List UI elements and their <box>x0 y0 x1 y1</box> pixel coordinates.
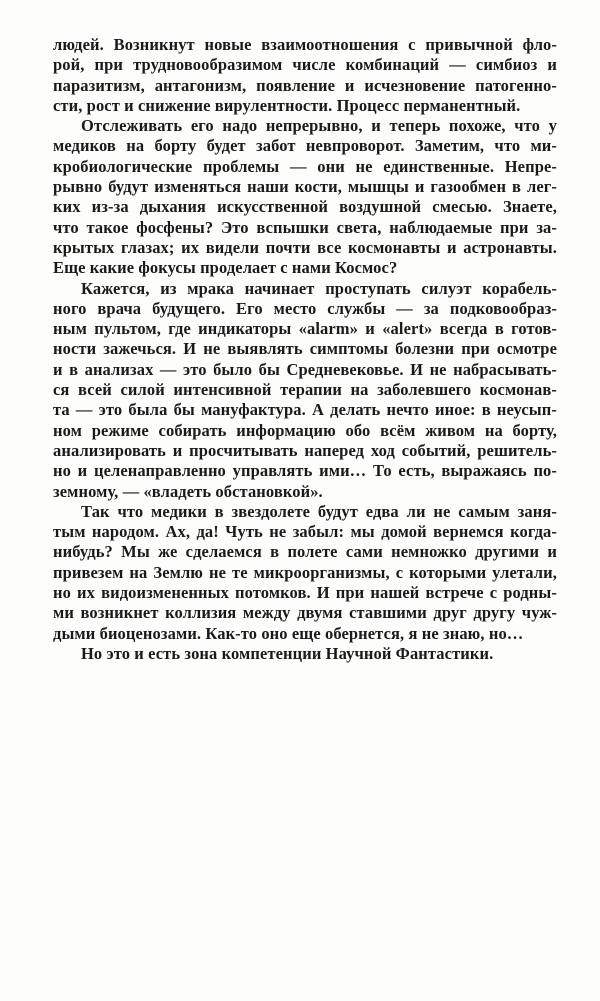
text-line: ного врача будущего. Его место службы — за подковообраз- <box>53 298 557 318</box>
text-line: Кажется, из мрака начинает проступать силуэт корабель- <box>81 278 557 298</box>
text-line: тым народом. Ах, да! Чуть не забыл: мы домой вернемся когда- <box>53 522 557 542</box>
paragraph <box>53 644 557 664</box>
text-line: но и целенаправленно управлять ими… То есть, выражаясь по- <box>53 461 557 481</box>
text-line: медиков на борту будет забот невпроворот. Заметим, что ми- <box>53 136 557 156</box>
text-line: людей. Возникнут новые взаимоотношения с привычной фло- <box>53 35 557 54</box>
text-line: сти, рост и снижение вирулентности. Процесс перманентный. <box>53 95 521 115</box>
text-line: Еще какие фокусы проделает с нами Космос? <box>53 258 398 278</box>
text-line: та — это была бы мануфактура. А делать нечто иное: в неусып- <box>53 400 557 420</box>
text-line: привезем на Землю не те микроорганизмы, с которыми улетали, <box>53 562 557 582</box>
text-line: анализировать и просчитывать наперед ход событий, решитель- <box>53 440 557 460</box>
text-line: крытых глазах; их видели почти все космонавты и астронавты. <box>53 237 557 257</box>
paragraph <box>53 279 557 502</box>
text-line: земному, — «владеть обстановкой». <box>53 481 323 501</box>
body-text <box>53 35 557 664</box>
text-line: нибудь? Мы же сделаемся в полете сами немножко другими и <box>53 542 557 562</box>
paragraph <box>53 116 557 278</box>
text-line: и в анализах — это было бы Средневековье. И не набрасывать- <box>53 359 557 379</box>
text-line: рывно будут изменяться наши кости, мышцы и газообмен в лег- <box>53 177 557 197</box>
paragraph <box>53 35 557 116</box>
text-line: что такое фосфены? Это вспышки света, наблюдаемые при за- <box>53 217 557 237</box>
text-line: Но это и есть зона компетенции Научной Фантастики. <box>81 643 494 663</box>
text-line: Так что медики в звездолете будут едва ли не самым заня- <box>81 501 557 521</box>
text-line: ности зажечься. И не выявлять симптомы болезни при осмотре <box>53 339 557 359</box>
text-line: но их видоизмененных потомков. И при нашей встрече с родны- <box>53 583 557 603</box>
text-line: паразитизм, антагонизм, появление и исчезновение патогенно- <box>53 75 557 95</box>
text-line: дыми биоценозами. Как-то оно еще обернется, я не знаю, но… <box>53 623 524 643</box>
text-line: Отслеживать его надо непрерывно, и теперь похоже, что у <box>81 116 557 136</box>
paragraph <box>53 502 557 644</box>
text-line: ких из-за дыхания искусственной воздушной смесью. Знаете, <box>53 197 557 217</box>
text-line: кробиологические проблемы — они не единственные. Непре- <box>53 156 557 176</box>
text-line: ном режиме собирать информацию обо всём живом на борту, <box>53 420 557 440</box>
text-line: ся всей силой интенсивной терапии на заболевшего космонав- <box>53 380 557 400</box>
text-line: ми возникнет коллизия между двумя ставшими друг другу чуж- <box>53 603 557 623</box>
text-line: рой, при трудновообразимом числе комбинаций — симбиоз и <box>53 55 557 75</box>
text-line: ным пультом, где индикаторы «alarm» и «alert» всегда в готов- <box>53 319 557 339</box>
